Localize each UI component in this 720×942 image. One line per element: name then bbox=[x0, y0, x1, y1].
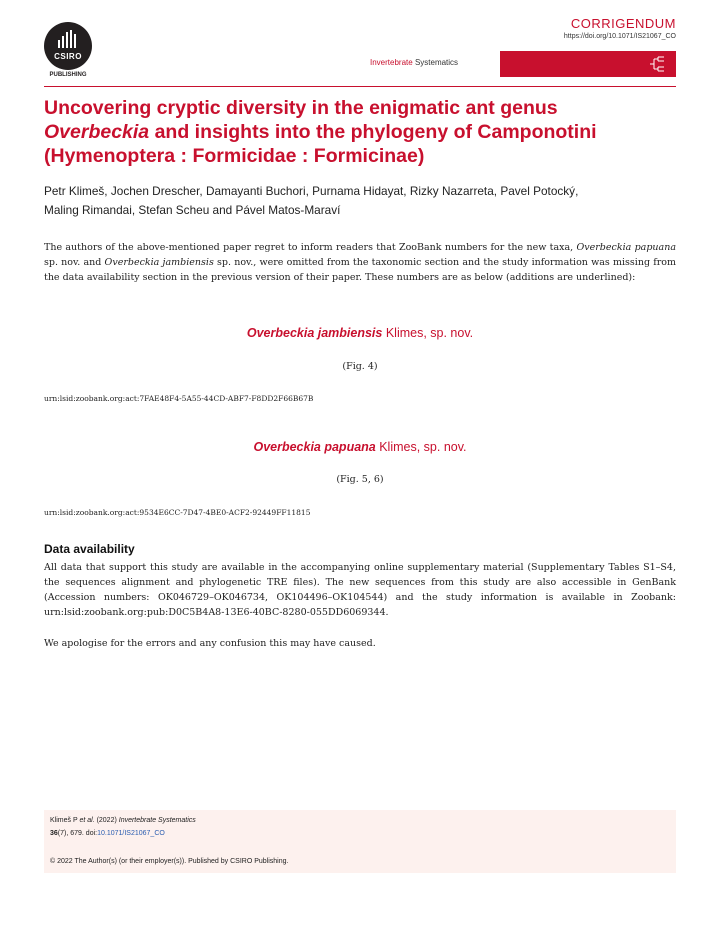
copyright-line: © 2022 The Author(s) (or their employer(s)). Published by CSIRO Publishing. bbox=[50, 858, 289, 865]
figure-reference: (Fig. 5, 6) bbox=[336, 474, 384, 485]
title-genus: Overbeckia bbox=[44, 121, 150, 143]
data-availability-paragraph: All data that support this study are available in the accompanying online supplementary material (Supplementary Tables S1–S4, the sequences alignment and phylogenetic TRE files). The new sequences from this study are also accessible in GenBank (Accession numbers: OK046729–OK046734, OK104496–OK104544) and the study information is available in Zoobank: urn:lsid:zoobank.org:pub:D0C5B4A8-13E6-40BC-8280-055DD6069344. bbox=[44, 562, 676, 618]
csiro-logo bbox=[44, 22, 92, 70]
journal-color-bar bbox=[500, 51, 676, 77]
phylogeny-tree-icon bbox=[648, 55, 668, 73]
section-heading: Data availability bbox=[44, 542, 135, 556]
volume-line: 36(7), 679. doi:10.1071/IS21067_CO bbox=[50, 830, 165, 837]
publisher-label: PUBLISHING bbox=[49, 72, 87, 78]
journal-band bbox=[370, 51, 676, 77]
article-title: Uncovering cryptic diversity in the enigmatic ant genus Overbeckia and insights into the phylogeny of Camponotini (Hymenoptera : Formicidae : Formicinae) bbox=[44, 97, 597, 167]
header-doi-link[interactable]: https://doi.org/10.1071/IS21067_CO bbox=[563, 33, 676, 40]
footer-doi-link[interactable]: 10.1071/IS21067_CO bbox=[97, 830, 165, 837]
taxon-heading-papuana: Overbeckia papuana Klimes, sp. nov. bbox=[253, 440, 467, 454]
logo-bars-icon bbox=[56, 30, 80, 48]
zoobank-urn: urn:lsid:zoobank.org:act:7FAE48F4-5A55-44CD-ABF7-F8DD2F66B67B bbox=[44, 394, 314, 403]
article-type-label: CORRIGENDUM bbox=[570, 16, 676, 31]
apology-paragraph: We apologise for the errors and any confusion this may have caused. bbox=[44, 638, 376, 649]
journal-name: Invertebrate Systematics bbox=[370, 58, 459, 67]
taxon-heading-jambiensis: Overbeckia jambiensis Klimes, sp. nov. bbox=[246, 326, 474, 340]
author-list: Petr Klimeš, Jochen Drescher, Damayanti Buchori, Purnama Hidayat, Rizky Nazarreta, Pavel Potocký, Maling Rimandai, Stefan Scheu and Pável Matos-Maraví bbox=[44, 184, 579, 217]
zoobank-urn: urn:lsid:zoobank.org:act:9534E6CC-7D47-4BE0-ACF2-92449FF11815 bbox=[44, 508, 311, 517]
citation-footer bbox=[44, 810, 676, 873]
header-rule bbox=[44, 86, 676, 87]
intro-paragraph: The authors of the above-mentioned paper regret to inform readers that ZooBank numbers for the new taxa, Overbeckia papuana sp. nov. and Overbeckia jambiensis sp. nov., were omitted from the taxonomic section and the study information was missing from the data availability section in the previous version of their paper. These numbers are as below (additions are underlined): bbox=[44, 242, 677, 283]
logo-text: CSIRO bbox=[54, 52, 82, 61]
citation-line: Klimeš P et al. (2022) Invertebrate Systematics bbox=[50, 817, 196, 824]
figure-reference: (Fig. 4) bbox=[342, 361, 378, 372]
